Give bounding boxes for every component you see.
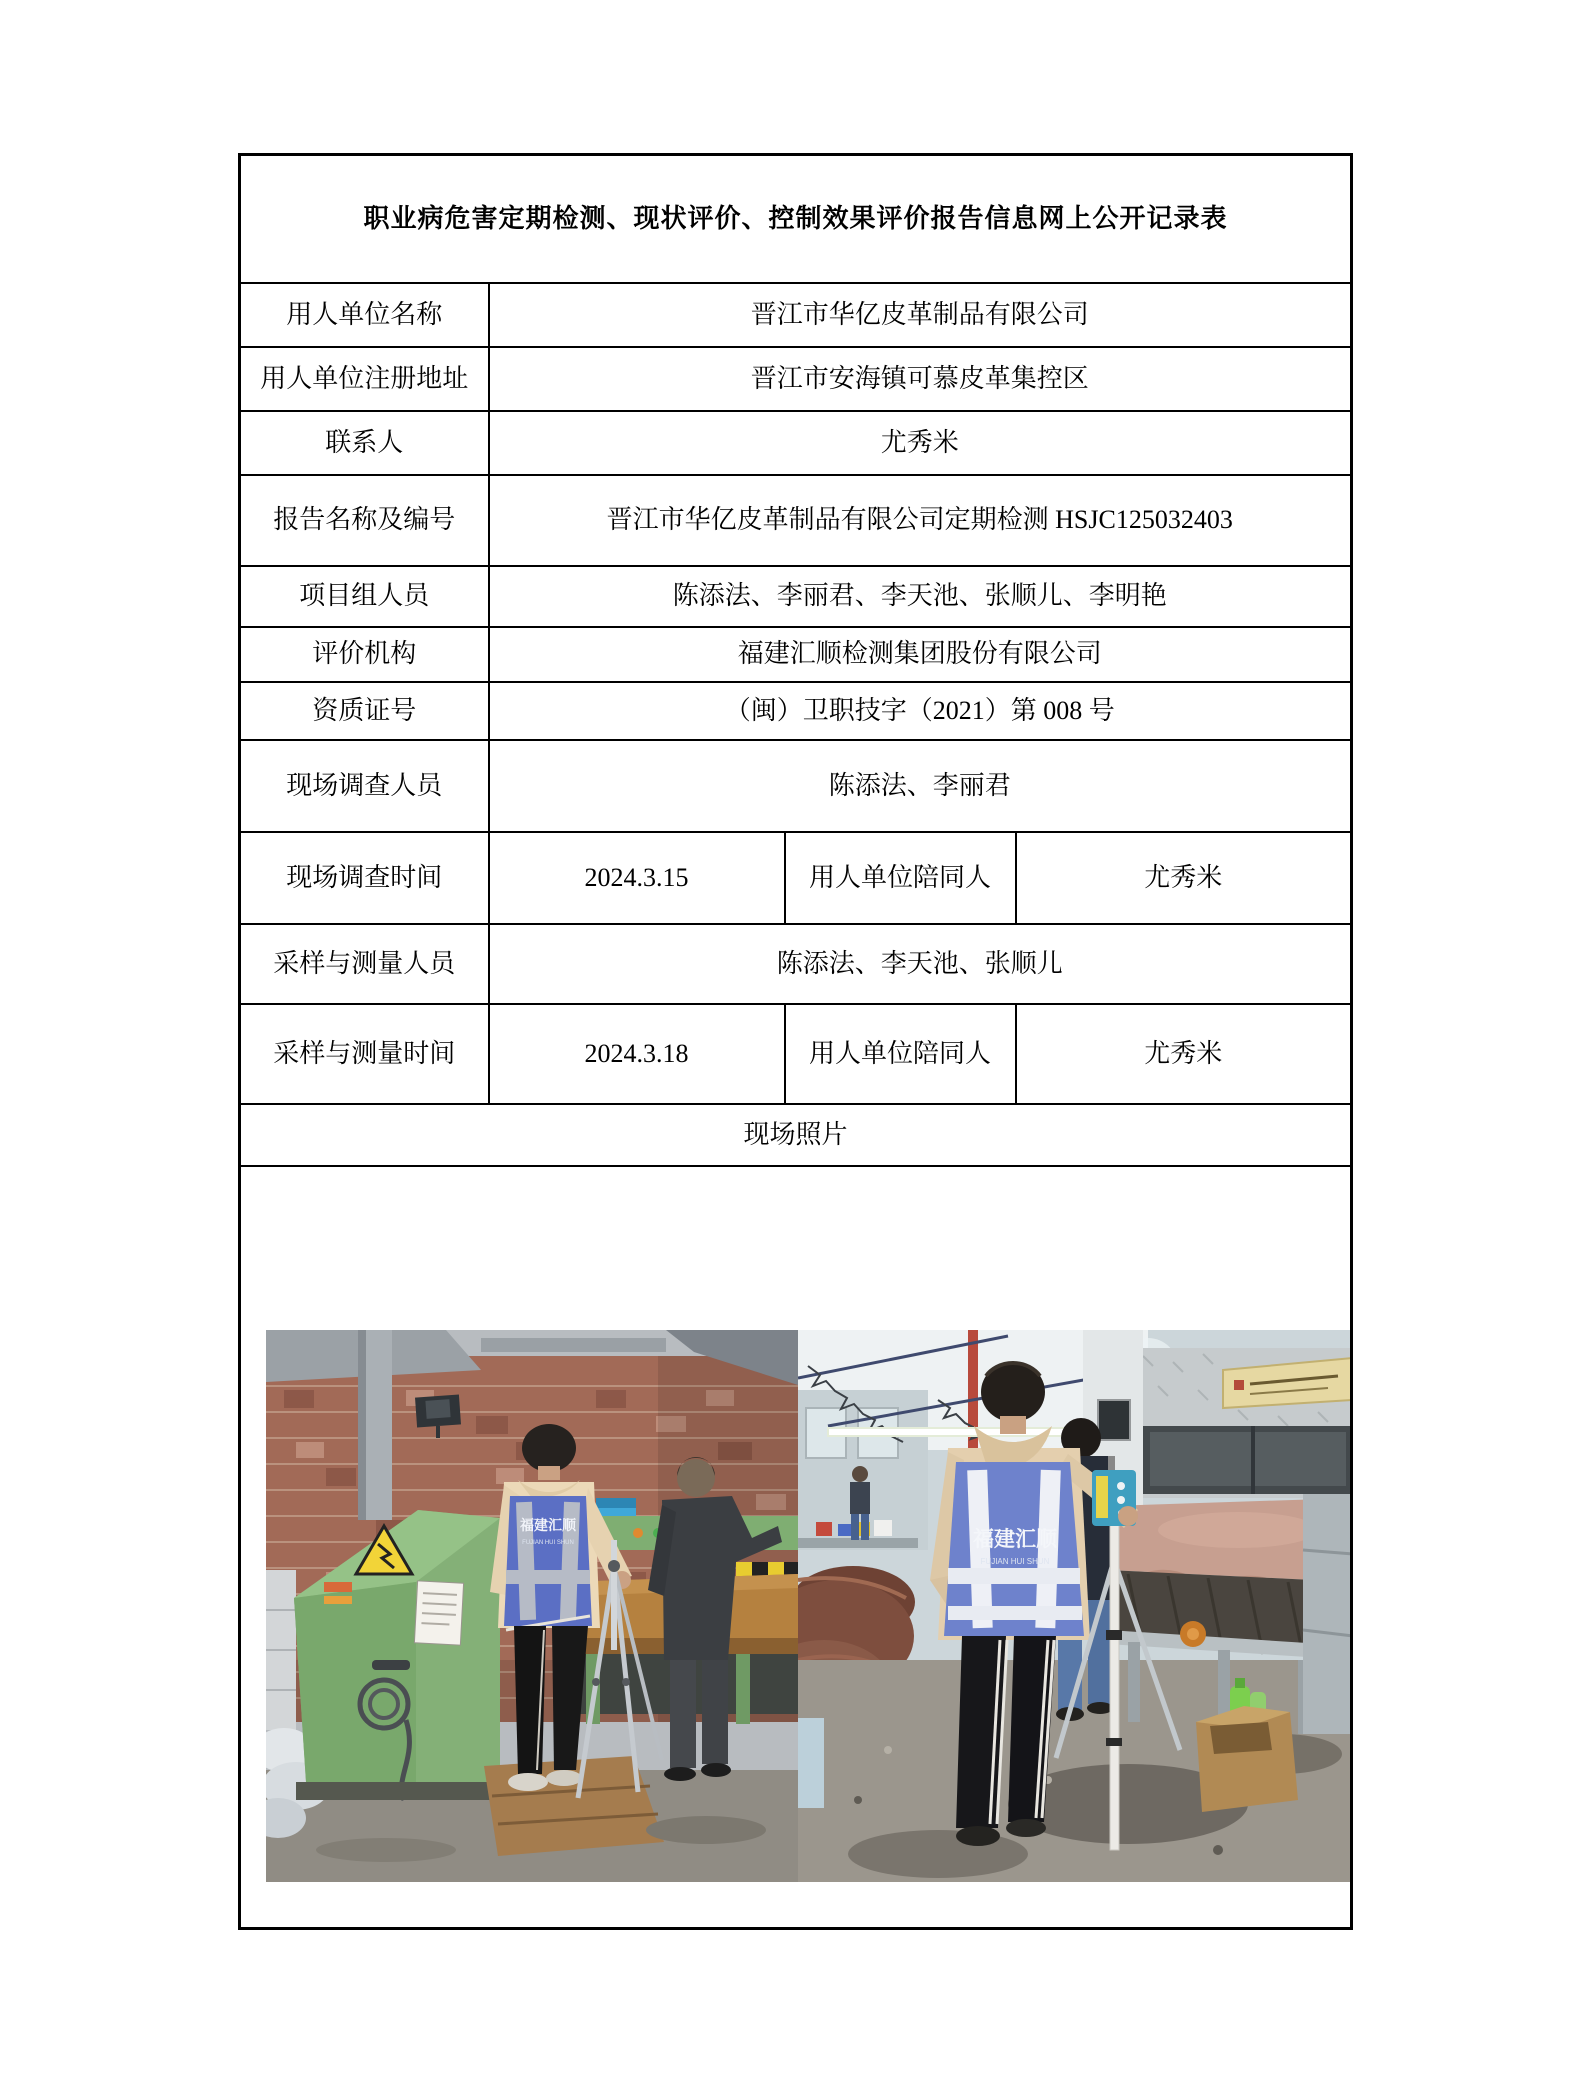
- table-row: [240, 566, 1352, 627]
- record-table: [238, 153, 1353, 1930]
- table-row: [240, 1104, 1352, 1166]
- contact-label: 联系人: [240, 411, 489, 475]
- employer-name-label: 用人单位名称: [240, 283, 489, 347]
- survey-companion-label: 用人单位陪同人: [785, 832, 1016, 924]
- paper-notice: [414, 1581, 463, 1645]
- site-photo-left: [266, 1330, 798, 1882]
- survey-companion-value: 尤秀米: [1016, 832, 1352, 924]
- photo-strip: [266, 1330, 1352, 1882]
- license-value: （闽）卫职技字（2021）第 008 号: [489, 682, 1352, 740]
- survey-staff-value: 陈添法、李丽君: [489, 740, 1352, 832]
- agency-label: 评价机构: [240, 627, 489, 682]
- table-row-photos: [240, 1166, 1352, 1929]
- sampling-companion-label: 用人单位陪同人: [785, 1004, 1016, 1104]
- inspector-hand: [1118, 1506, 1138, 1526]
- report-label: 报告名称及编号: [240, 475, 489, 566]
- table-row: [240, 832, 1352, 924]
- employer-name-value: 晋江市华亿皮革制品有限公司: [489, 283, 1352, 347]
- survey-staff-label: 现场调查人员: [240, 740, 489, 832]
- photos-cell: [240, 1166, 1352, 1929]
- contact-value: 尤秀米: [489, 411, 1352, 475]
- table-row: [240, 411, 1352, 475]
- survey-time-value: 2024.3.15: [489, 832, 785, 924]
- sampling-staff-value: 陈添法、李天池、张顺儿: [489, 924, 1352, 1004]
- table-row: [240, 682, 1352, 740]
- safety-vest: [944, 1462, 1084, 1636]
- table-row-title: [240, 155, 1352, 284]
- sampling-staff-label: 采样与测量人员: [240, 924, 489, 1004]
- site-photo-right: [798, 1330, 1352, 1882]
- table-row: [240, 347, 1352, 411]
- agency-value: 福建汇顺检测集团股份有限公司: [489, 627, 1352, 682]
- table-row: [240, 1004, 1352, 1104]
- photos-header: 现场照片: [240, 1104, 1352, 1166]
- report-value: 晋江市华亿皮革制品有限公司定期检测 HSJC125032403: [489, 475, 1352, 566]
- project-team-value: 陈添法、李丽君、李天池、张顺儿、李明艳: [489, 566, 1352, 627]
- employer-address-label: 用人单位注册地址: [240, 347, 489, 411]
- license-label: 资质证号: [240, 682, 489, 740]
- table-row: [240, 627, 1352, 682]
- vest-text-cn: 福建汇顺: [520, 1517, 576, 1533]
- vest-text-en: FUJIAN HUI SHUN: [980, 1557, 1050, 1566]
- vest-text-cn: 福建汇顺: [973, 1528, 1057, 1551]
- survey-time-label: 现场调查时间: [240, 832, 489, 924]
- employer-address-value: 晋江市安海镇可慕皮革集控区: [489, 347, 1352, 411]
- safety-vest: [504, 1496, 592, 1626]
- table-row: [240, 740, 1352, 832]
- project-team-label: 项目组人员: [240, 566, 489, 627]
- table-row: [240, 283, 1352, 347]
- blue-object: [798, 1718, 824, 1808]
- sampling-companion-value: 尤秀米: [1016, 1004, 1352, 1104]
- table-row: [240, 924, 1352, 1004]
- vest-text-en: FUJIAN HUI SHUN: [522, 1540, 574, 1546]
- sampling-time-label: 采样与测量时间: [240, 1004, 489, 1104]
- table-row: [240, 475, 1352, 566]
- page-title: 职业病危害定期检测、现状评价、控制效果评价报告信息网上公开记录表: [240, 155, 1352, 284]
- sampling-time-value: 2024.3.18: [489, 1004, 785, 1104]
